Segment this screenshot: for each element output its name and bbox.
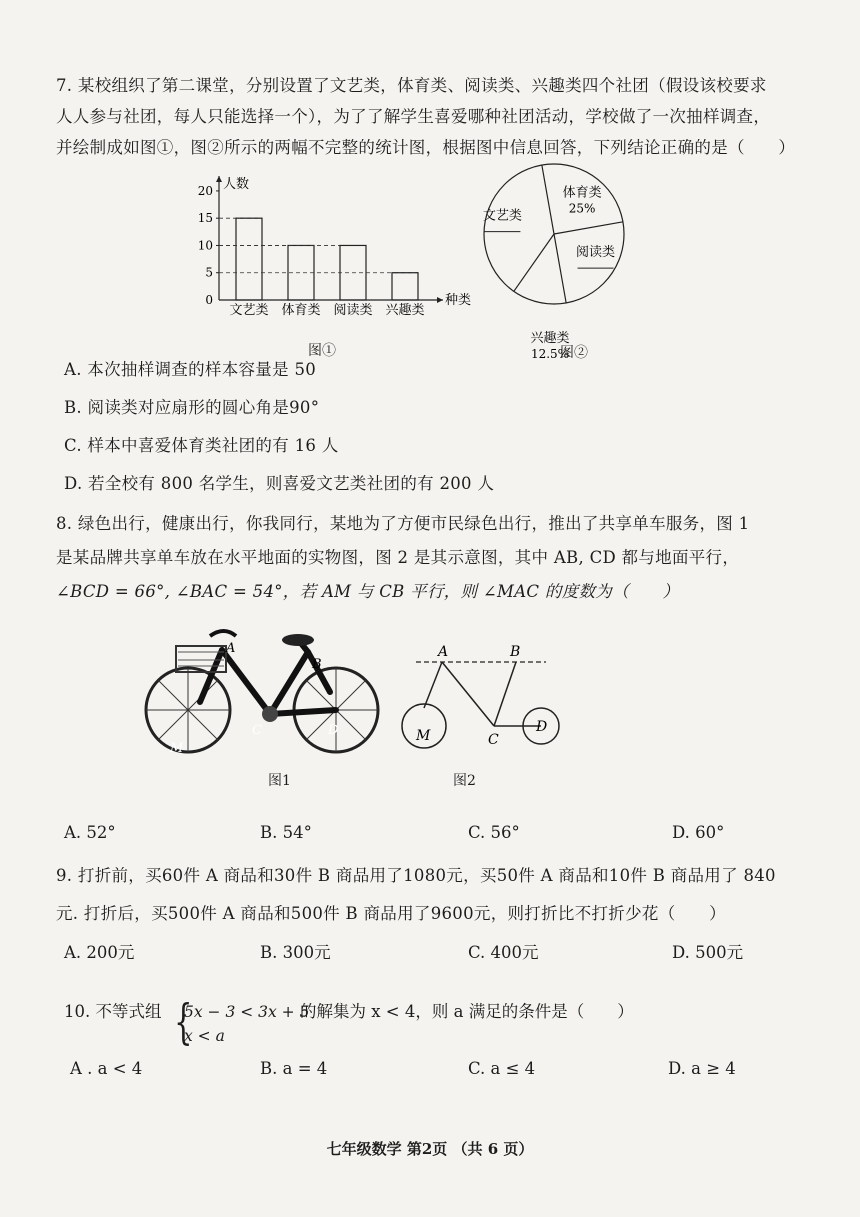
q8-option-a: A. 52° [64, 823, 116, 842]
pie-chart-caption: 图② [560, 345, 588, 361]
bar [236, 218, 262, 300]
y-tick-label: 0 [205, 293, 213, 307]
q10-stem-prefix: 10. 不等式组 [64, 1002, 162, 1021]
q9-stem-line1: 9. 打折前，买60件 A 商品和30件 B 商品用了1080元，买50件 A 商品和10件 B 商品用了 840 [56, 866, 776, 885]
q9-stem-line2: 元. 打折后，买500件 A 商品和500件 B 商品用了9600元，则打折比不打折少花（ ） [56, 904, 726, 923]
bike-photo-label-m: M [170, 741, 184, 756]
q10-inequality-system [184, 1000, 309, 1048]
q9-option-a: A. 200元 [64, 943, 135, 962]
bar-chart-caption: 图① [308, 343, 336, 359]
category-label: 体育类 [281, 303, 321, 318]
pie-value-label: 12.5% [530, 347, 570, 361]
pie-slice-edge [554, 222, 623, 234]
q7-option-c: C. 样本中喜爱体育类社团的有 16 人 [64, 436, 339, 455]
schematic-label-a: A [438, 644, 449, 660]
schematic-label-d: D [536, 719, 548, 735]
x-axis-arrow [437, 297, 443, 303]
q8-stem-line1: 8. 绿色出行，健康出行，你我同行，某地为了方便市民绿色出行，推出了共享单车服务，图 1 [56, 514, 750, 533]
bike-photo-label-d: D [328, 723, 339, 738]
bike-photo-label-b: B [312, 657, 322, 672]
q8-stem [56, 507, 820, 609]
q10-brace: { [174, 994, 193, 1050]
q8-stem-line3: ∠BCD = 66°, ∠BAC = 54°，若 AM 与 CB 平行，则 ∠MAC 的度数为（ ） [56, 582, 680, 601]
q10-inequality-2: x < a [184, 1027, 225, 1045]
schematic-label-c: C [488, 732, 499, 748]
figure2-caption: 图2 [453, 773, 476, 789]
bicycle-photo [140, 622, 390, 760]
q9-option-d: D. 500元 [672, 943, 744, 962]
bike-photo-label-a: A [226, 641, 236, 656]
category-label: 文艺类 [229, 303, 269, 318]
q8-stem-line2: 是某品牌共享单车放在水平地面的实物图，图 2 是其示意图，其中 AB, CD 都与地面平行， [56, 548, 740, 567]
q7-stem-line2: 人人参与社团，每人只能选择一个），为了了解学生喜爱哪种社团活动，学校做了一次抽样调查， [56, 107, 771, 126]
y-tick-label: 20 [197, 183, 213, 198]
q10-option-a: A . a < 4 [70, 1059, 143, 1078]
schematic-label-b: B [510, 644, 521, 660]
y-tick-label: 5 [205, 265, 213, 280]
y-axis-label: 人数 [223, 177, 250, 192]
q7-option-d: D. 若全校有 800 名学生，则喜爱文艺类社团的有 200 人 [64, 474, 495, 493]
q10-option-b: B. a = 4 [260, 1059, 328, 1078]
q10-option-c: C. a ≤ 4 [468, 1059, 536, 1078]
y-tick-label: 10 [197, 238, 213, 253]
pie-label: 阅读类 [576, 245, 616, 261]
q10-option-d: D. a ≥ 4 [668, 1059, 736, 1078]
figure1-caption: 图1 [268, 773, 291, 789]
q8-option-c: C. 56° [468, 823, 520, 842]
pie-slice-edge [554, 234, 566, 303]
q9-option-b: B. 300元 [260, 943, 331, 962]
pie-value-label: 25% [568, 201, 596, 216]
q10-inequality-1: 5x − 3 < 3x + 5 [184, 1003, 310, 1021]
q10-stem-suffix: 的解集为 x < 4，则 a 满足的条件是（ ） [300, 1002, 634, 1021]
page-footer: 七年级数学 第2页 （共 6 页） [326, 1140, 534, 1158]
pie-slice-edge [514, 234, 554, 291]
bike-photo-label-c: C [252, 723, 262, 738]
pie-label: 文艺类 [482, 208, 522, 224]
bar [392, 273, 418, 300]
q7-option-a: A. 本次抽样调查的样本容量是 50 [64, 360, 317, 379]
category-label: 阅读类 [333, 303, 373, 318]
q7-stem-line1: 7. 某校组织了第二课堂，分别设置了文艺类，体育类、阅读类、兴趣类四个社团（假设该校要求 [56, 76, 767, 95]
category-label: 兴趣类 [385, 303, 425, 318]
pie-slice-edge [542, 165, 554, 234]
q9-stem [56, 857, 820, 933]
q7-stem-line3: 并绘制成如图①，图②所示的两幅不完整的统计图，根据图中信息回答，下列结论正确的是（ ） [56, 138, 796, 157]
y-axis-arrow [216, 176, 222, 182]
q7-option-b: B. 阅读类对应扇形的圆心角是90° [64, 398, 320, 417]
q9-option-c: C. 400元 [468, 943, 539, 962]
y-tick-label: 15 [197, 211, 213, 226]
pie-label: 兴趣类 [530, 331, 570, 346]
bicycle-schematic [396, 640, 566, 750]
x-axis-label: 种类 [445, 293, 472, 308]
pie-label: 体育类 [562, 185, 602, 201]
bar-chart [195, 172, 485, 322]
q8-option-d: D. 60° [672, 823, 725, 842]
q8-option-b: B. 54° [260, 823, 312, 842]
schematic-label-m: M [416, 728, 431, 744]
q7-stem [56, 70, 820, 163]
